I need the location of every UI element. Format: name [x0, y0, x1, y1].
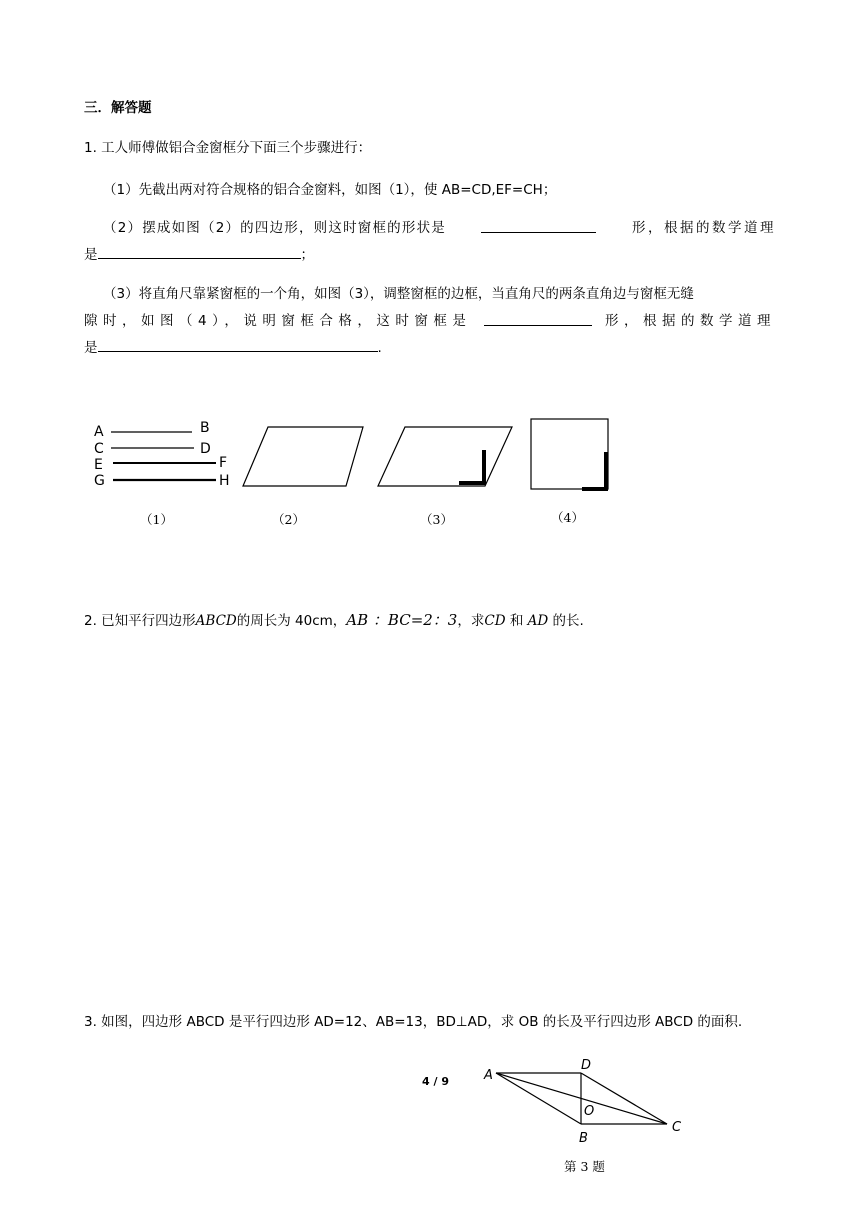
rod-label-f: F	[219, 455, 228, 471]
q1-step1: （1）先截出两对符合规格的铝合金窗料，如图（1），使 AB=CD,EF=CH；	[103, 182, 557, 198]
q2-mid2: ，求	[457, 613, 485, 629]
point-label-a: A	[484, 1068, 493, 1083]
q1-step3-text-c: 形，根据的数学道理	[605, 313, 776, 329]
figure-4-square-ruler	[582, 452, 606, 489]
point-label-c: C	[672, 1120, 682, 1135]
q2-mid: 的周长为 40cm，	[236, 613, 347, 629]
rod-label-g: G	[94, 473, 105, 489]
q2-ad: AD	[527, 613, 549, 629]
figure-caption-3: （3）	[420, 512, 453, 527]
q1-step2-text-b: 形，根据的数学道理	[631, 220, 776, 236]
q2-text	[84, 610, 584, 631]
q1-step2-line	[103, 218, 776, 238]
q1-step2-blank-shape[interactable]	[481, 218, 596, 233]
q1-step3-text-e: .	[377, 340, 382, 356]
rod-label-c: C	[94, 441, 104, 457]
figure-3-parallelogram	[378, 427, 512, 486]
point-label-o: O	[584, 1104, 595, 1119]
figure-caption-4: （4）	[551, 510, 584, 525]
rod-label-b: B	[200, 420, 210, 436]
q1-step3-text-d: 是	[84, 340, 98, 356]
q1-step3-blank-reason[interactable]	[98, 337, 378, 352]
q2-and: 和	[509, 613, 524, 629]
q1-step3-text-b: 隙时，如图（4），说明窗框合格，这时窗框是	[84, 313, 472, 329]
figure-3-square-ruler	[459, 450, 484, 483]
point-label-d: D	[581, 1058, 592, 1073]
q1-step2-blank-reason[interactable]	[98, 244, 301, 259]
figure-caption-1: （1）	[140, 512, 173, 527]
q2-abcd: ABCD	[195, 613, 237, 629]
point-label-b: B	[579, 1131, 588, 1146]
q2-cd: CD	[484, 613, 506, 629]
figure-4-rectangle	[531, 419, 608, 489]
q1-intro: 1. 工人师傅做铝合金窗框分下面三个步骤进行：	[84, 140, 372, 156]
q1-step3-line2	[84, 311, 776, 331]
rod-label-e: E	[94, 457, 103, 473]
q2-prefix: 2. 已知平行四边形	[84, 613, 196, 629]
rod-label-h: H	[219, 473, 230, 489]
q1-step2-text-d: ；	[300, 247, 314, 263]
q2-ratio: AB ：BC=2：3	[346, 611, 458, 629]
q2-suffix: 的长.	[552, 613, 584, 629]
page-number: 4 / 9	[422, 1075, 449, 1088]
q3-caption: 第 3 题	[564, 1159, 605, 1174]
section-heading: 三．解答题	[84, 100, 152, 116]
q1-step2-line2	[84, 244, 314, 265]
rod-label-a: A	[94, 424, 104, 440]
q1-step3-line3	[84, 337, 382, 358]
segment-ba	[496, 1073, 581, 1124]
figure-caption-2: （2）	[272, 512, 305, 527]
q1-step3-line1: （3）将直角尺靠紧窗框的一个角，如图（3），调整窗框的边框，当直角尺的两条直角边与窗框无缝	[103, 286, 694, 302]
rod-label-d: D	[200, 441, 211, 457]
q3-text: 3. 如图，四边形 ABCD 是平行四边形 AD=12、AB=13，BD⊥AD，求 OB 的长及平行四边形 ABCD 的面积.	[84, 1014, 743, 1030]
q3-figure	[480, 1055, 690, 1150]
figure-2-parallelogram	[243, 427, 363, 486]
q1-step2-text-a: （2）摆成如图（2）的四边形，则这时窗框的形状是	[103, 220, 446, 236]
q1-step2-text-c: 是	[84, 247, 98, 263]
q1-step3-blank-shape[interactable]	[484, 311, 592, 326]
figure-1-rods	[94, 420, 230, 489]
